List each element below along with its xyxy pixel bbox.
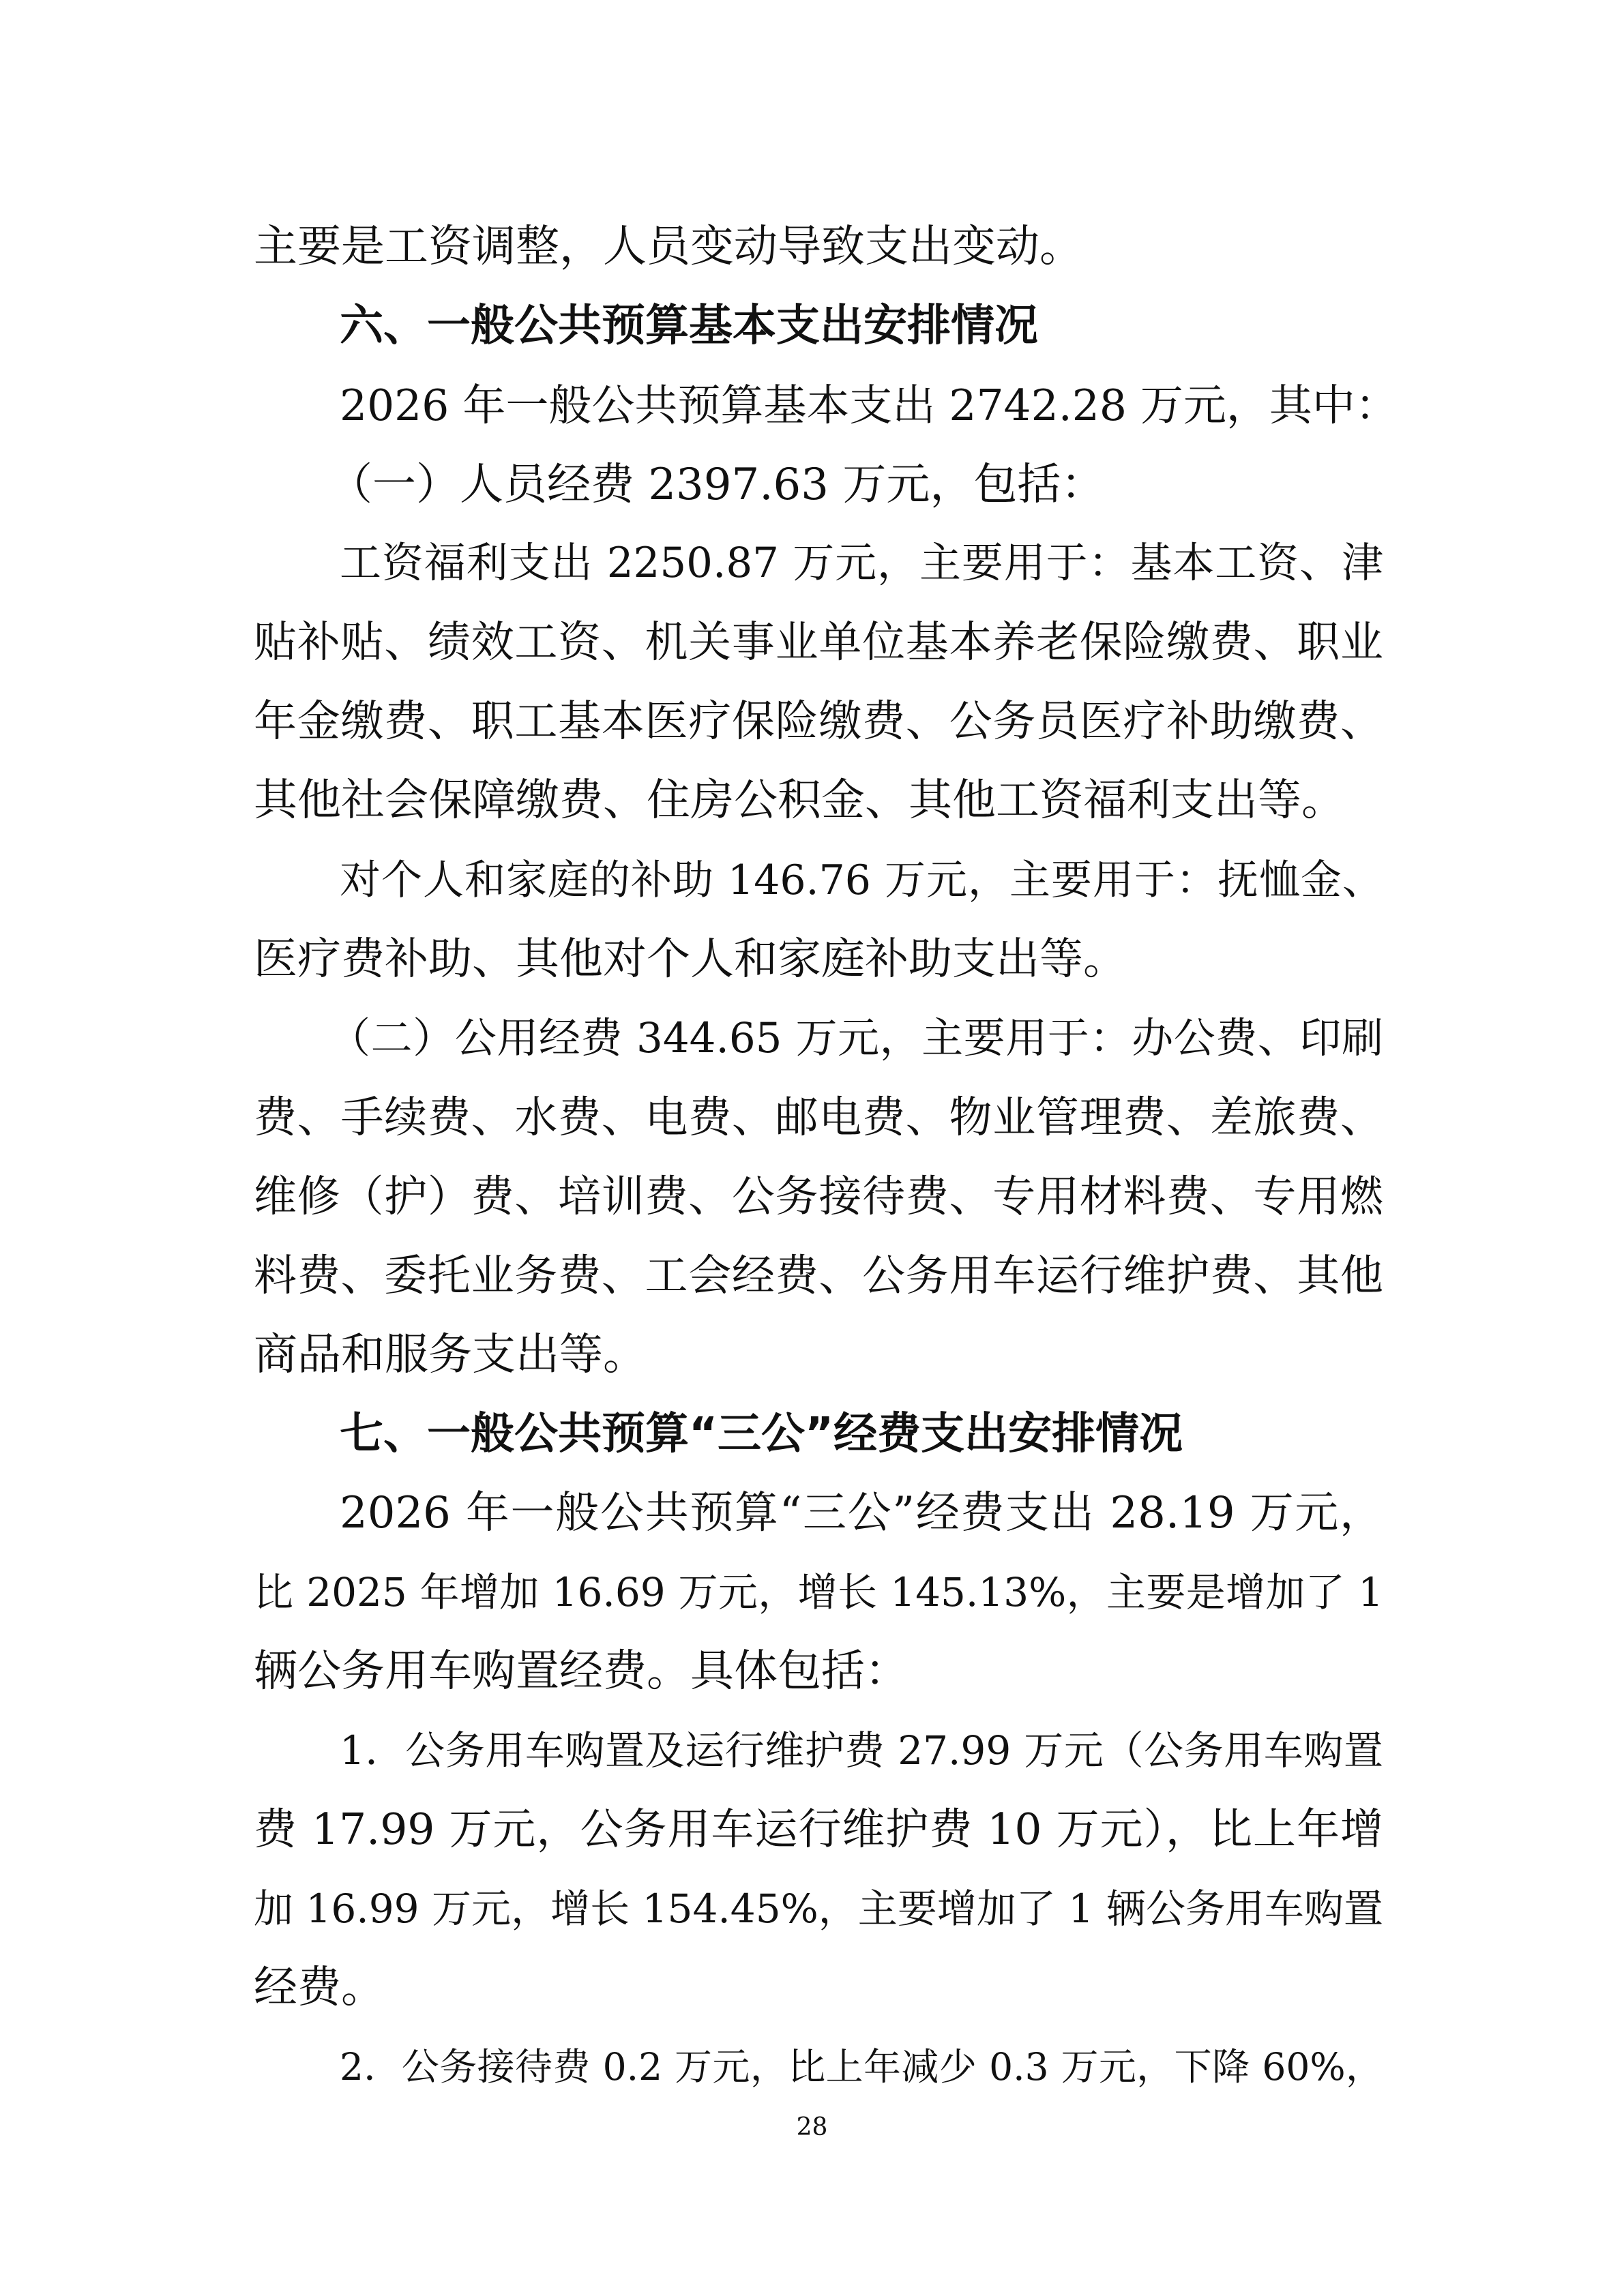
paragraph-line: 贴补贴、绩效工资、机关事业单位基本养老保险缴费、职业 — [254, 617, 1383, 667]
page-number: 28 — [796, 2113, 828, 2141]
paragraph-line: 对个人和家庭的补助 146.76 万元，主要用于：抚恤金、 — [340, 856, 1383, 904]
section-heading-7: 七、一般公共预算“三公”经费支出安排情况 — [340, 1409, 1183, 1459]
paragraph-line: 经费。 — [254, 1963, 385, 2013]
paragraph-line: 年金缴费、职工基本医疗保险缴费、公务员医疗补助缴费、 — [254, 696, 1383, 746]
paragraph-line: 商品和服务支出等。 — [254, 1330, 647, 1380]
paragraph-line: 2026 年一般公共预算基本支出 2742.28 万元，其中： — [340, 381, 1398, 430]
section-heading-6: 六、一般公共预算基本支出安排情况 — [340, 301, 1038, 351]
paragraph-line: 工资福利支出 2250.87 万元，主要用于：基本工资、津 — [340, 539, 1383, 587]
paragraph-line: 维修（护）费、培训费、公务接待费、专用材料费、专用燃 — [254, 1172, 1383, 1221]
paragraph-line: 2．公务接待费 0.2 万元，比上年减少 0.3 万元，下降 60%， — [340, 2045, 1383, 2089]
paragraph-line: 加 16.99 万元，增长 154.45%，主要增加了 1 辆公务用车购置 — [254, 1885, 1383, 1932]
paragraph-line: 其他社会保障缴费、住房公积金、其他工资福利支出等。 — [254, 775, 1345, 826]
paragraph-line: 辆公务用车购置经费。具体包括： — [254, 1646, 909, 1697]
paragraph-line: 2026 年一般公共预算“三公”经费支出 28.19 万元， — [340, 1488, 1383, 1538]
subheading-public-expenses: （二）公用经费 344.65 万元，主要用于：办公费、印刷 — [329, 1014, 1383, 1062]
paragraph-line: 1．公务用车购置及运行维护费 27.99 万元（公务用车购置 — [340, 1727, 1383, 1774]
paragraph-line: 费 17.99 万元，公务用车运行维护费 10 万元），比上年增 — [254, 1804, 1383, 1854]
paragraph-line: 费、手续费、水费、电费、邮电费、物业管理费、差旅费、 — [254, 1092, 1383, 1142]
paragraph-line: 医疗费补助、其他对个人和家庭补助支出等。 — [254, 934, 1127, 985]
subheading-personnel: （一）人员经费 2397.63 万元，包括： — [329, 460, 1105, 510]
paragraph-line: 主要是工资调整，人员变动导致支出变动。 — [254, 222, 1083, 272]
paragraph-line: 比 2025 年增加 16.69 万元，增长 145.13%，主要是增加了 1 — [254, 1569, 1383, 1615]
paragraph-line: 料费、委托业务费、工会经费、公务用车运行维护费、其他 — [254, 1251, 1383, 1300]
